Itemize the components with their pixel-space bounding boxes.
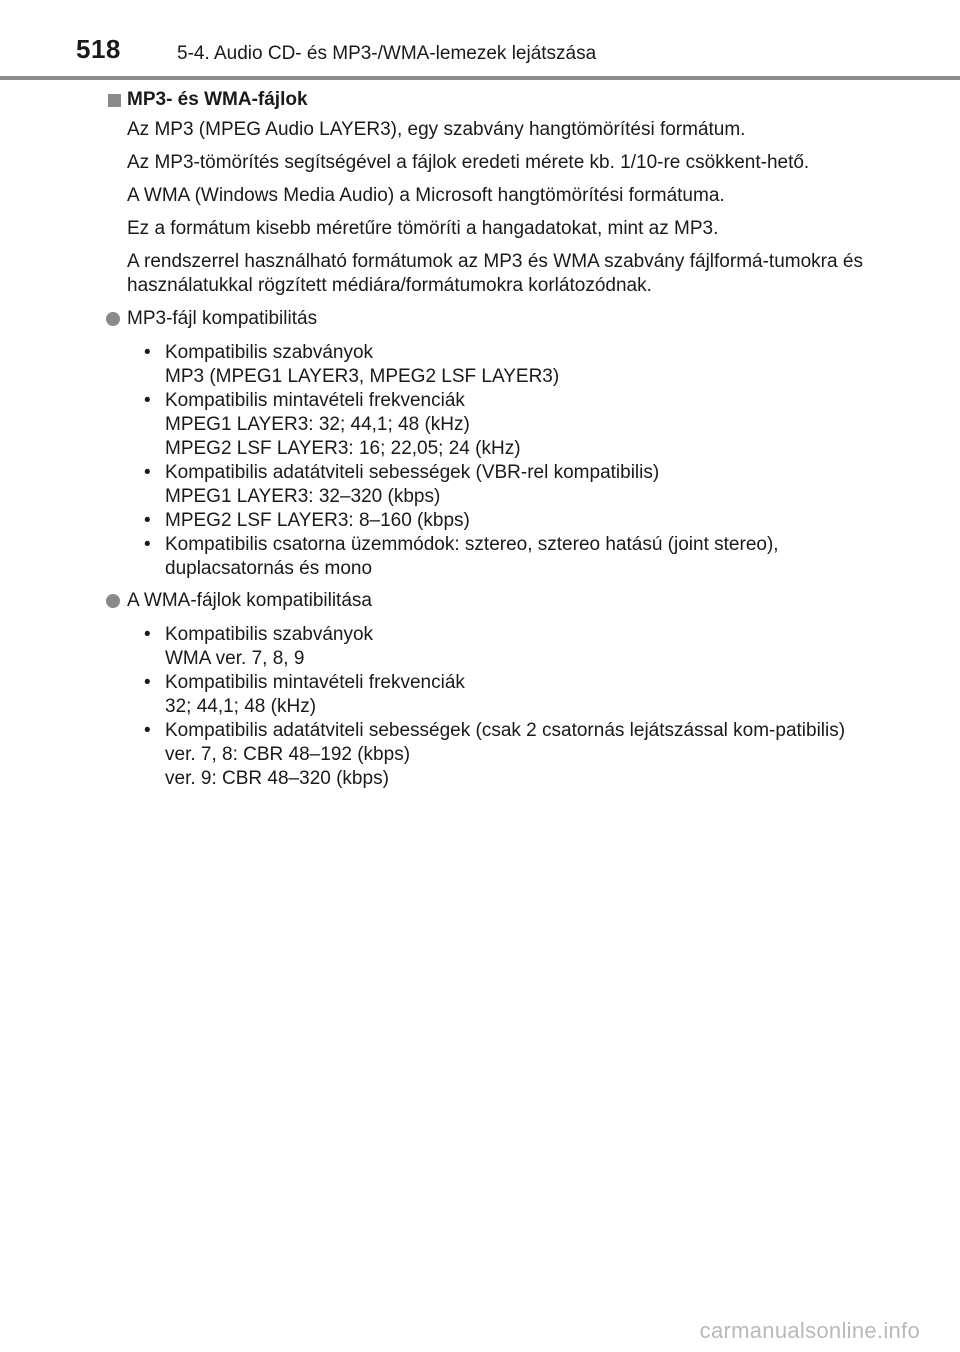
list-item-line: Kompatibilis mintavételi frekvenciák bbox=[165, 390, 465, 411]
page-header bbox=[0, 0, 960, 80]
bullet-glyph: • bbox=[144, 534, 151, 555]
square-bullet-icon bbox=[108, 94, 121, 107]
mp3-compat-list bbox=[127, 341, 863, 581]
bullet-glyph: • bbox=[144, 672, 151, 693]
bullet-glyph: • bbox=[144, 462, 151, 483]
mp3-compat-title: MP3-fájl kompatibilitás bbox=[127, 308, 318, 329]
wma-compat-title: A WMA-fájlok kompatibilitása bbox=[127, 590, 372, 611]
list-item-line: MPEG2 LSF LAYER3: 8–160 (kbps) bbox=[165, 510, 470, 531]
wma-compat-list bbox=[127, 623, 863, 791]
section-title: 5-4. Audio CD- és MP3-/WMA-lemezek lejátszása bbox=[177, 43, 597, 64]
list-item-line: Kompatibilis csatorna üzemmódok: sztereo, sztereo hatású (joint stereo), bbox=[165, 534, 779, 555]
paragraph: A WMA (Windows Media Audio) a Microsoft hangtömörítési formátuma. bbox=[127, 185, 725, 206]
paragraph: Az MP3-tömörítés segítségével a fájlok eredeti mérete kb. 1/10-re csökkent-hető. bbox=[127, 152, 810, 173]
list-item-line: duplacsatornás és mono bbox=[165, 558, 373, 579]
page-number: 518 bbox=[76, 34, 121, 64]
paragraph: A rendszerrel használható formátumok az MP3 és WMA szabvány fájlformá-tumokra és használatukkal rögzített médiára/formátumokra korlátozódnak. bbox=[127, 251, 863, 296]
list-item-line: Kompatibilis szabványok bbox=[165, 624, 374, 645]
paragraph: Ez a formátum kisebb méretűre tömöríti a hangadatokat, mint az MP3. bbox=[127, 218, 719, 239]
header-divider bbox=[0, 76, 960, 80]
list-item bbox=[127, 341, 863, 389]
list-item-line: Kompatibilis adatátviteli sebességek (csak 2 csatornás lejátszással kom-patibilis) bbox=[165, 720, 846, 741]
list-item bbox=[127, 671, 863, 719]
paragraph: Az MP3 (MPEG Audio LAYER3), egy szabvány hangtömörítési formátum. bbox=[127, 119, 746, 140]
list-item-line: MPEG1 LAYER3: 32; 44,1; 48 (kHz) bbox=[165, 414, 470, 435]
bullet-glyph: • bbox=[144, 510, 151, 531]
section-heading-text: MP3- és WMA-fájlok bbox=[127, 89, 308, 110]
bullet-glyph: • bbox=[144, 624, 151, 645]
mp3-compat-heading bbox=[103, 307, 863, 331]
list-item bbox=[127, 719, 863, 791]
list-item-line: 32; 44,1; 48 (kHz) bbox=[165, 696, 317, 717]
list-item bbox=[127, 533, 863, 581]
list-item-line: MP3 (MPEG1 LAYER3, MPEG2 LSF LAYER3) bbox=[165, 366, 560, 387]
list-item bbox=[127, 389, 863, 461]
circle-bullet-icon bbox=[106, 594, 120, 608]
wma-compat-heading bbox=[103, 589, 863, 613]
list-item bbox=[127, 509, 863, 533]
list-item-line: WMA ver. 7, 8, 9 bbox=[165, 648, 305, 669]
list-item-line: MPEG2 LSF LAYER3: 16; 22,05; 24 (kHz) bbox=[165, 438, 521, 459]
list-item bbox=[127, 623, 863, 671]
bullet-glyph: • bbox=[144, 720, 151, 741]
page-content bbox=[103, 88, 863, 799]
section-heading bbox=[103, 88, 863, 112]
bullet-glyph: • bbox=[144, 342, 151, 363]
list-item-line: MPEG1 LAYER3: 32–320 (kbps) bbox=[165, 486, 441, 507]
circle-bullet-icon bbox=[106, 312, 120, 326]
watermark: carmanualsonline.info bbox=[699, 1318, 920, 1343]
list-item-line: Kompatibilis mintavételi frekvenciák bbox=[165, 672, 465, 693]
bullet-glyph: • bbox=[144, 390, 151, 411]
list-item-line: ver. 7, 8: CBR 48–192 (kbps) bbox=[165, 744, 411, 765]
list-item bbox=[127, 461, 863, 509]
list-item-line: Kompatibilis adatátviteli sebességek (VBR-rel kompatibilis) bbox=[165, 462, 660, 483]
list-item-line: Kompatibilis szabványok bbox=[165, 342, 374, 363]
list-item-line: ver. 9: CBR 48–320 (kbps) bbox=[165, 768, 389, 789]
